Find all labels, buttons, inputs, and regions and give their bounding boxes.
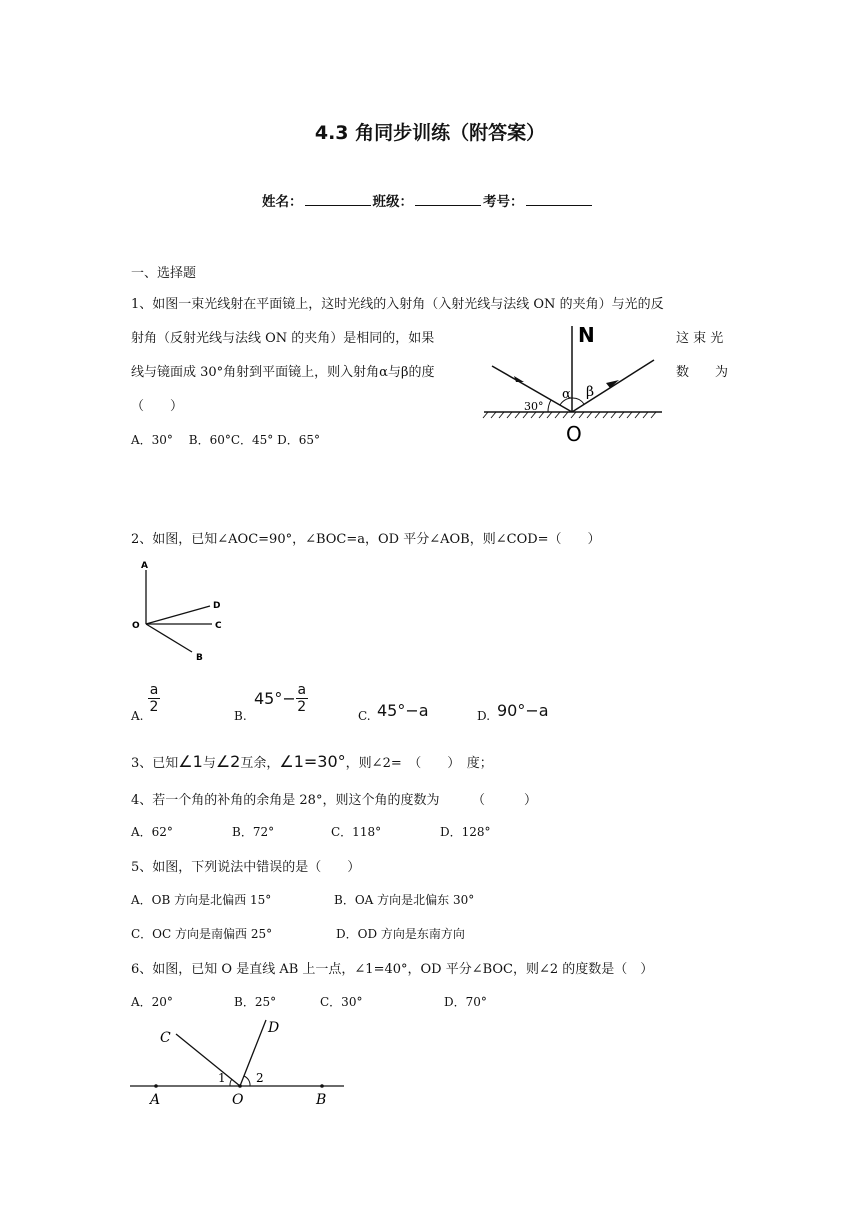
q5-option-b: B．OA 方向是北偏东 30°: [334, 893, 475, 907]
q1-line3: 线与镜面成 30°角射到平面镜上，则入射角α与β的度: [131, 365, 435, 380]
q4-option-a: A．62°: [131, 825, 173, 839]
name-blank: [305, 193, 371, 206]
q1-mirror-figure: [478, 320, 678, 445]
q3-given-value: ∠1=30°: [279, 752, 346, 771]
q2-label-a: A: [141, 561, 148, 571]
q2-label-c: C: [215, 621, 222, 631]
exam-number-blank: [526, 193, 592, 206]
q2-angle-figure: [128, 556, 238, 666]
q5-stem: 5、如图，下列说法中错误的是（ ）: [131, 860, 361, 875]
q3-text-1: 3、已知: [131, 756, 179, 771]
q2-option-b-expression: [254, 682, 308, 715]
q2-label-b: B: [196, 653, 203, 663]
q5-option-a: A．OB 方向是北偏西 15°: [131, 893, 272, 907]
q6-label-d: D: [268, 1020, 280, 1036]
q2-label-o: O: [132, 621, 140, 631]
q4-option-b: B．72°: [232, 825, 275, 839]
q1-label-30: 30°: [524, 400, 544, 413]
q5-option-d: D．OD 方向是东南方向: [336, 927, 465, 941]
name-label: 姓名：: [262, 194, 303, 210]
q1-options: A．30° B．60°C．45° D．65°: [131, 433, 320, 447]
q3-angle-2: ∠2: [215, 752, 241, 771]
q6-label-c: C: [160, 1030, 171, 1046]
q6-label-a: A: [150, 1092, 161, 1108]
exam-number-label: 考号：: [483, 194, 524, 210]
q2-a-numerator: a: [149, 682, 159, 698]
q1-line1: 1、如图一束光线射在平面镜上，这时光线的入射角（入射光线与法线 ON 的夹角）与光的反: [131, 297, 664, 312]
section-heading: 一、选择题: [131, 266, 197, 281]
page-title: 4.3 角同步训练（附答案）: [314, 122, 546, 144]
q4-option-c: C．118°: [331, 825, 382, 839]
q2-b-numerator: a: [297, 682, 307, 698]
q1-answer-paren: （ ）: [131, 399, 184, 414]
q6-option-a: A．20°: [131, 995, 173, 1009]
q6-stem: 6、如图，已知 O 是直线 AB 上一点，∠1=40°，OD 平分∠BOC，则∠2 的度数是（ ）: [131, 962, 654, 977]
q4-stem: 4、若一个角的补角的余角是 28°，则这个角的度数为 （ ）: [131, 793, 537, 808]
q2-stem: 2、如图，已知∠AOC=90°，∠BOC=a，OD 平分∠AOB，则∠COD=（ ）: [131, 532, 601, 547]
q3-angle-1: ∠1: [178, 752, 203, 771]
q6-option-d: D．70°: [444, 995, 487, 1009]
q6-line-figure: [126, 1012, 356, 1108]
q1-label-alpha: α: [562, 387, 571, 402]
q2-option-a-fraction: [148, 682, 160, 715]
q6-option-b: B．25°: [234, 995, 277, 1009]
q1-label-beta: β: [586, 384, 595, 400]
q6-label-2: 2: [256, 1071, 264, 1085]
q1-label-n: N: [578, 323, 595, 347]
class-label: 班级：: [372, 194, 413, 210]
q5-option-c: C．OC 方向是南偏西 25°: [131, 927, 273, 941]
q2-option-c-label: C.: [358, 709, 371, 723]
q2-option-d-expression: 90°−a: [497, 701, 549, 720]
q4-option-d: D．128°: [440, 825, 491, 839]
q3-text-2: 与: [202, 756, 216, 771]
q1-label-o: O: [566, 422, 582, 445]
q3-text-4: ，则∠2= （ ） 度；: [345, 756, 493, 771]
q2-b-prefix: 45°−: [254, 689, 296, 708]
q3-text-3: 互余，: [240, 756, 280, 771]
q1-line2-end: 这 束 光: [676, 331, 724, 346]
q2-label-d: D: [213, 601, 221, 611]
q3-stem: [131, 752, 493, 771]
q2-a-denominator: 2: [149, 699, 159, 715]
q2-option-a-label: A.: [131, 709, 144, 723]
q6-option-c: C．30°: [320, 995, 363, 1009]
q2-b-denominator: 2: [297, 699, 307, 715]
q2-option-c-expression: 45°−a: [377, 701, 429, 720]
q1-line3-end: 数 为: [676, 365, 729, 380]
q2-option-d-label: D.: [477, 709, 491, 723]
q6-label-b: B: [316, 1092, 327, 1108]
q6-label-o: O: [232, 1092, 244, 1108]
q2-option-b-label: B.: [234, 709, 247, 723]
q1-line2: 射角（反射光线与法线 ON 的夹角）是相同的，如果: [131, 331, 435, 346]
student-info-line: [262, 190, 594, 210]
q6-label-1: 1: [218, 1071, 226, 1085]
class-blank: [415, 193, 481, 206]
